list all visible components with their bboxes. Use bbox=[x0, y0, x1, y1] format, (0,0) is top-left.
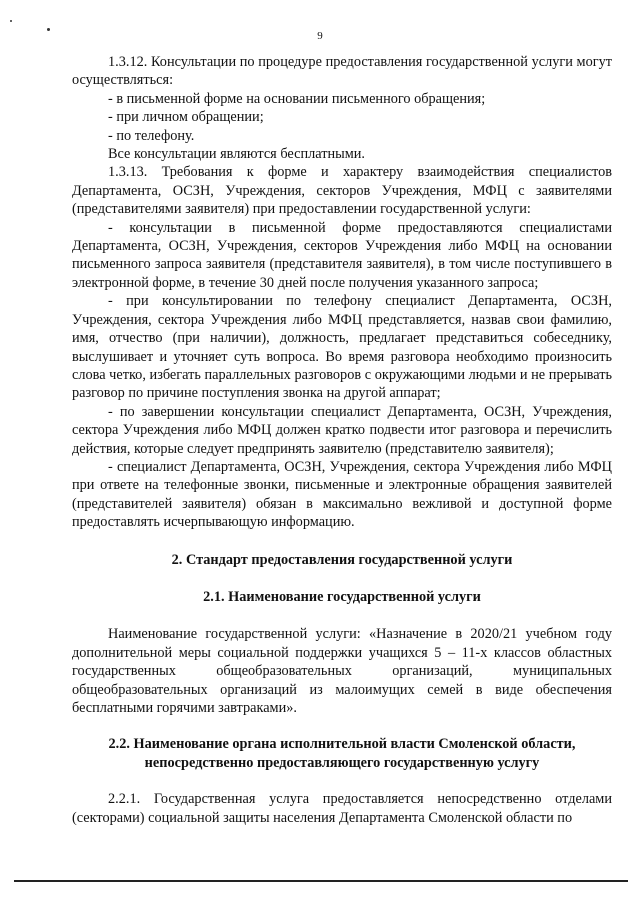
list-item-phone: - по телефону. bbox=[108, 127, 195, 144]
list-item-phone-consultations: - при консультировании по телефону специалист Департамента, ОСЗН, Учреждения, сектора Учреждения либо МФЦ представляется, назвав свои фамилию, имя, отчество (при наличии), должность, предлагает представиться собеседнику, выслушивает и уточняет суть вопроса. Во время разговора необходимо произносить слова четко, избегать параллельных разговоров с окружающими людьми и не прерывать разговор по причине поступления звонка на другой аппарат; bbox=[72, 293, 612, 402]
list-item-specialist-duty: - специалист Департамента, ОСЗН, Учреждения, сектора Учреждения либо МФЦ при ответе на телефонные звонки, письменные и электронные обращения заявителей (представителей заявителя) обязан в максимально вежливой и доступной форме предоставлять исчерпывающую информацию. bbox=[72, 458, 612, 531]
page-bottom-edge bbox=[14, 880, 628, 882]
section-heading-2-2-line-2: непосредственно предоставляющего государственную услугу bbox=[144, 754, 540, 771]
section-heading-2-2-line-1: 2.2. Наименование органа исполнительной власти Смоленской области, bbox=[108, 736, 576, 753]
list-item-written: - в письменной форме на основании письменного обращения; bbox=[108, 90, 486, 107]
paragraph-1-3-13: 1.3.13. Требования к форме и характеру взаимодействия специалистов Департамента, ОСЗН, Учреждения, секторов Учреждения, МФЦ с заявителями (представителями заявителя) при предоставлении государственной услуги: bbox=[72, 164, 612, 218]
list-item-personal: - при личном обращении; bbox=[108, 109, 264, 126]
list-item-written-consultations: - консультации в письменной форме предоставляются специалистами Департамента, ОСЗН, Учреждения, секторов Учреждения либо МФЦ на основании письменного запроса заявителя (представителя заявителя), в том числе поступившего в электронной форме, в течение 30 дней после получения указанного запроса; bbox=[72, 219, 612, 291]
paragraph-free-consultations: Все консультации являются бесплатными. bbox=[108, 146, 366, 163]
section-heading-2: 2. Стандарт предоставления государственной услуги bbox=[171, 551, 513, 568]
section-heading-2-1: 2.1. Наименование государственной услуги bbox=[203, 588, 481, 605]
page-number: 9 bbox=[317, 30, 323, 42]
scan-speck bbox=[10, 20, 12, 22]
paragraph-service-name: Наименование государственной услуги: «Назначение в 2020/21 учебном году дополнительной меры социальной поддержки учащихся 5 – 11-х классов областных государственных общеобразовательных организаций, муниципальных общеобразовательных организаций из малоимущих семей в виде обеспечения бесплатными горячими завтраками». bbox=[72, 626, 612, 716]
paragraph-2-2-1: 2.2.1. Государственная услуга предоставляется непосредственно отделами (секторами) социальной защиты населения Департамента Смоленской области по bbox=[72, 791, 612, 826]
section-heading-2-2 bbox=[72, 735, 612, 772]
paragraph-1-3-12: 1.3.12. Консультации по процедуре предоставления государственной услуги могут осуществляться: bbox=[72, 54, 612, 89]
list-item-consultation-end: - по завершении консультации специалист Департамента, ОСЗН, Учреждения, сектора Учреждения либо МФЦ должен кратко подвести итог разговора и перечислить действия, которые следует предпринять заявителю (представителю заявителя); bbox=[72, 403, 612, 457]
document-body bbox=[72, 53, 612, 827]
